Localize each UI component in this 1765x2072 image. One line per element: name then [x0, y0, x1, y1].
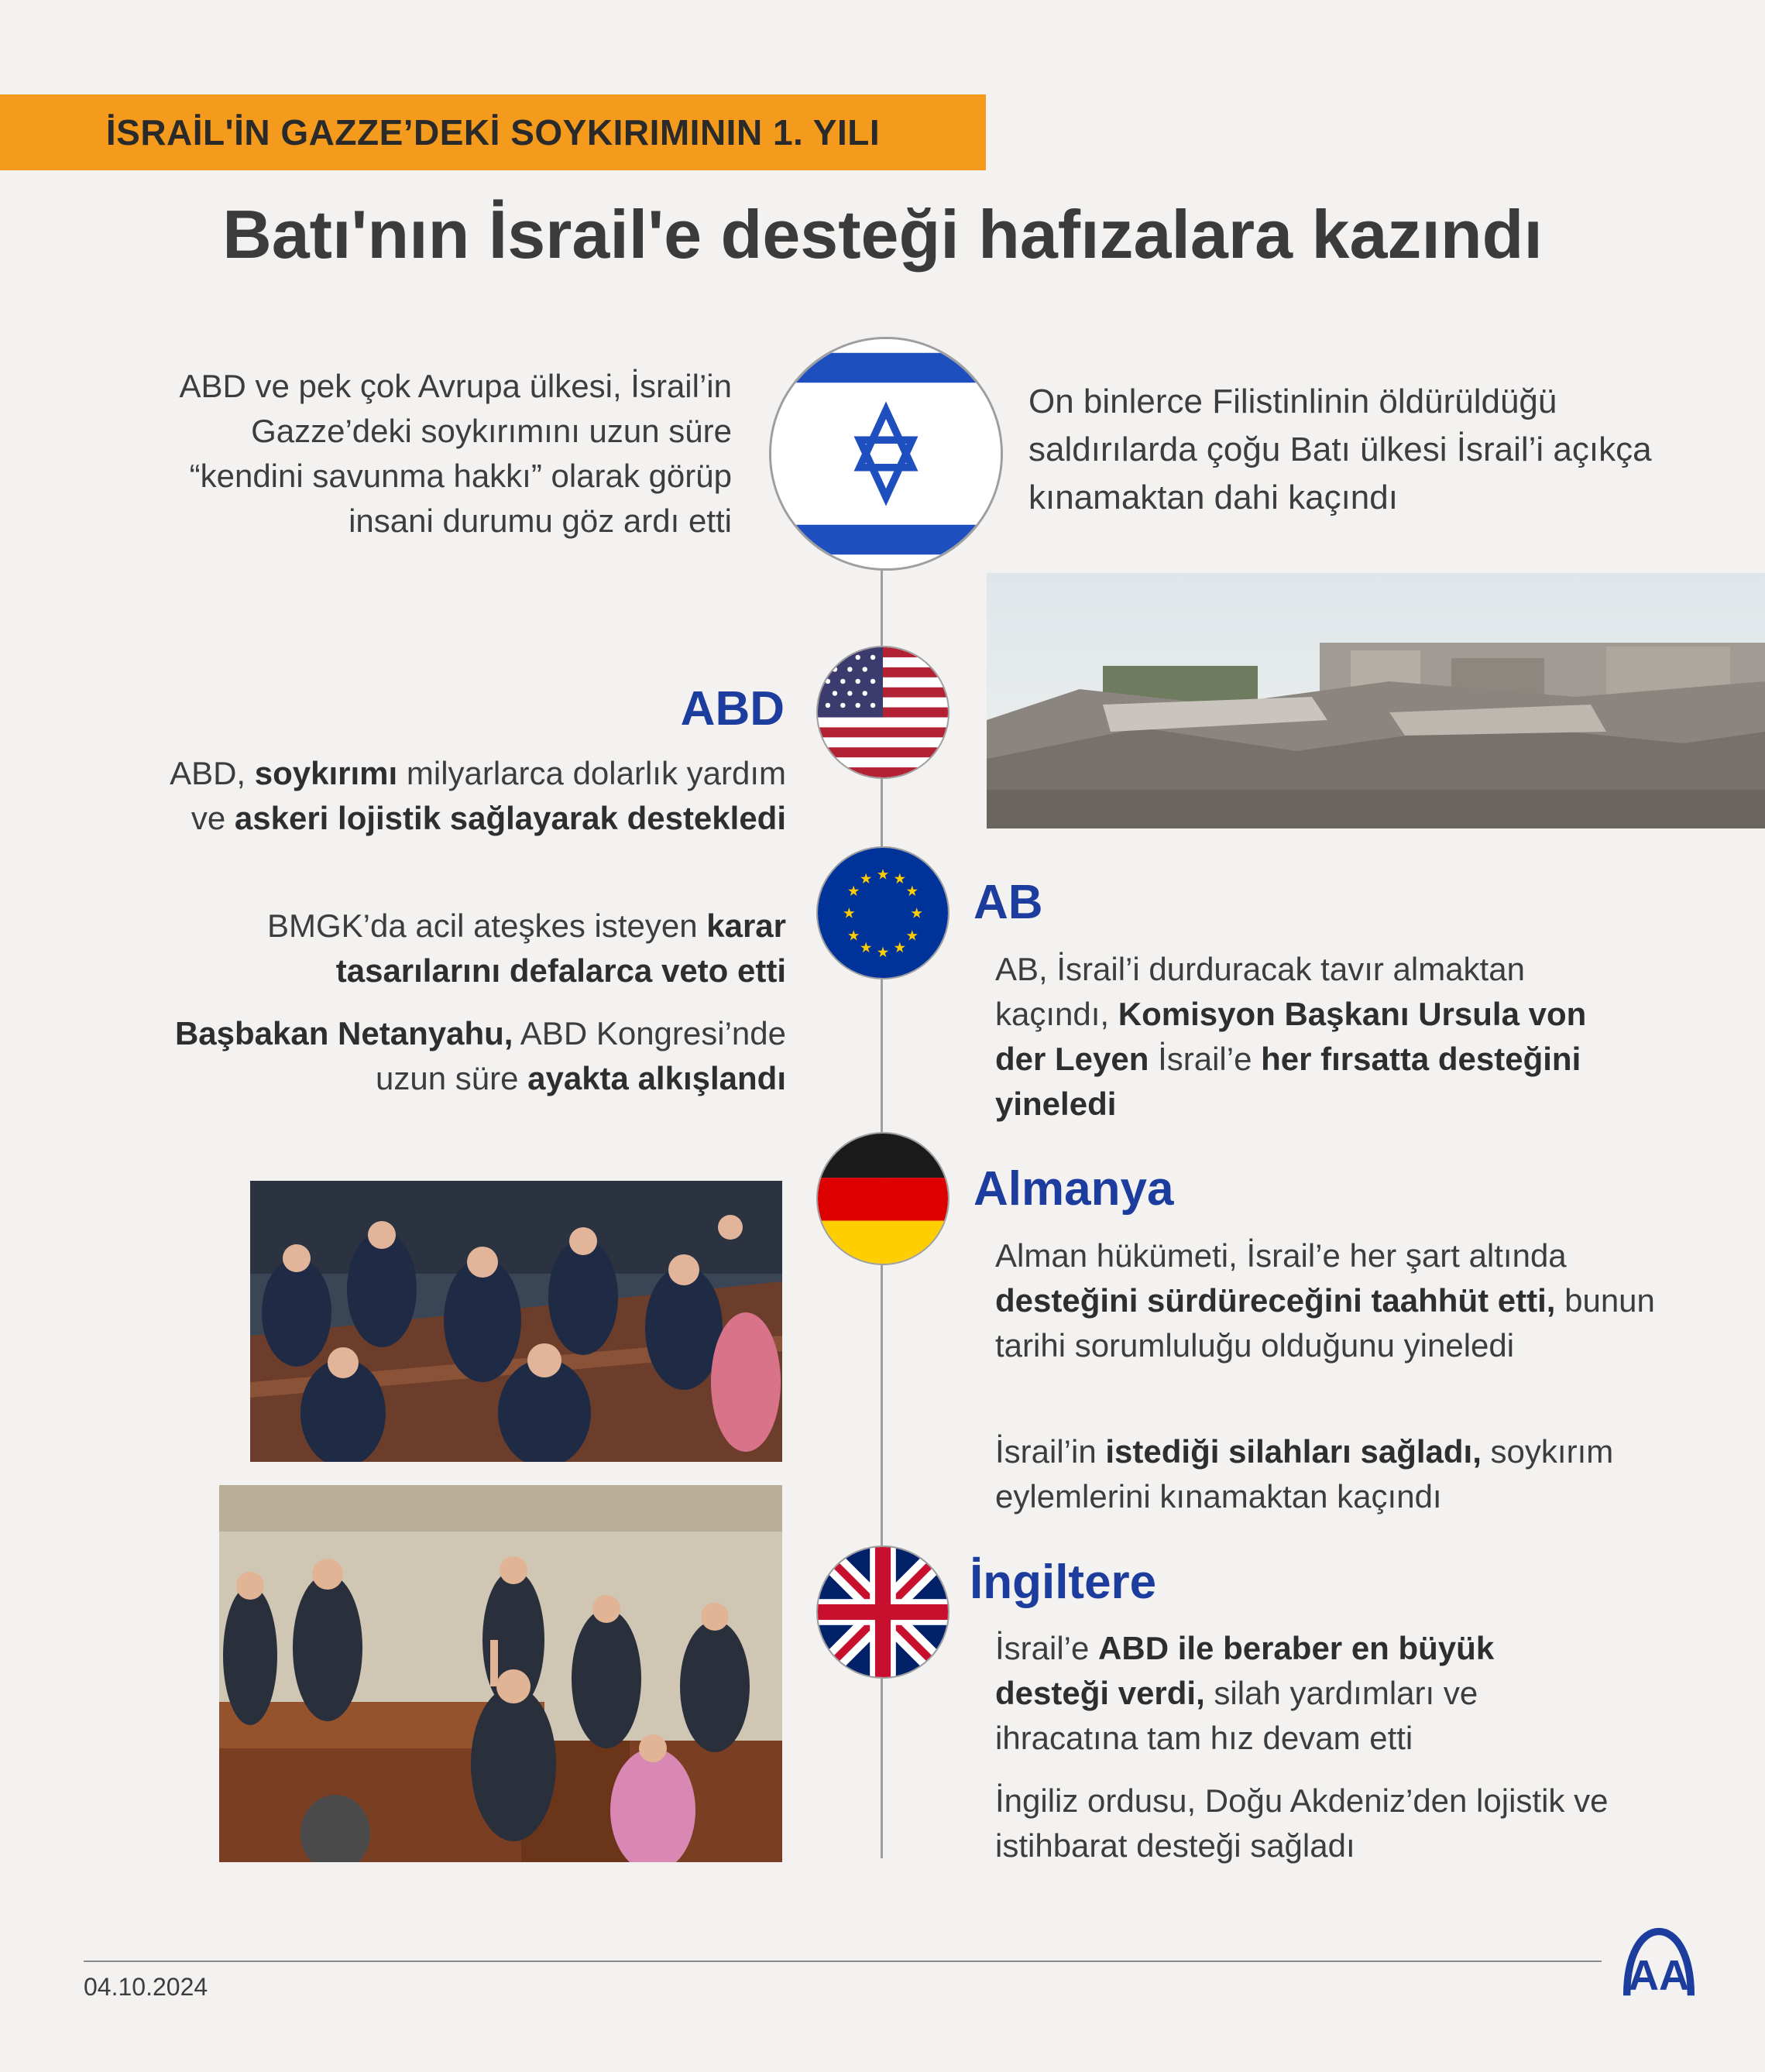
text-segment: İngiliz ordusu, Doğu Akdeniz’den lojistik ve istihbarat desteği sağladı — [995, 1782, 1609, 1864]
abd-paragraph-3 — [155, 1011, 786, 1101]
svg-text:★: ★ — [910, 905, 923, 922]
svg-text:AA: AA — [1628, 1951, 1690, 1998]
text-segment: milyarlarca dolarlık yardım ve — [191, 755, 786, 836]
text-segment: ABD Kongresi’nde uzun süre — [376, 1015, 786, 1096]
svg-text:★: ★ — [893, 940, 907, 957]
bold-segment: ABD ile beraber en büyük desteği verdi, — [995, 1630, 1495, 1711]
country-heading-ab: AB — [973, 876, 1043, 929]
text-segment: AB, İsrail’i durduracak tavır almaktan kaçındı, — [995, 951, 1525, 1032]
publication-date: 04.10.2024 — [84, 1973, 208, 2001]
svg-text:★: ★ — [905, 883, 919, 900]
abd-paragraph-2 — [155, 904, 786, 993]
bold-segment: her fırsatta desteğini yineledi — [995, 1041, 1581, 1122]
svg-text:★: ★ — [876, 866, 890, 883]
bold-segment: ayakta alkışlandı — [527, 1060, 786, 1096]
gaza-rubble-photo — [987, 573, 1765, 828]
country-heading-almanya: Almanya — [973, 1162, 1174, 1216]
almanya-paragraph-1 — [995, 1233, 1677, 1368]
category-banner: İSRAİL'İN GAZZE’DEKİ SOYKIRIMININ 1. YILI — [0, 94, 986, 170]
ab-paragraph-1 — [995, 947, 1615, 1127]
eu-flag-icon — [816, 846, 949, 979]
uk-flag-icon — [816, 1545, 949, 1679]
svg-text:★: ★ — [893, 871, 907, 888]
netanyahu-congress-photo — [219, 1485, 782, 1862]
svg-text:★: ★ — [843, 905, 856, 922]
svg-text:★: ★ — [876, 945, 890, 962]
svg-text:★: ★ — [859, 871, 873, 888]
country-heading-abd: ABD — [680, 682, 785, 736]
germany-flag-icon — [816, 1132, 949, 1265]
svg-text:★: ★ — [846, 883, 860, 900]
aa-logo — [1622, 1926, 1695, 1998]
svg-text:★: ★ — [859, 940, 873, 957]
bold-segment: Komisyon Başkanı Ursula von der Leyen — [995, 996, 1587, 1077]
text-segment: soykırım eylemlerini kınamaktan kaçındı — [995, 1433, 1614, 1515]
country-heading-ingiltere: İngiltere — [970, 1556, 1157, 1609]
intro-right-text: On binlerce Filistinlinin öldürüldüğü saldırılarda çoğu Batı ülkesi İsrail’i açıkça kınamaktan dahi kaçındı — [1028, 382, 1652, 516]
congress-applause-photo — [250, 1181, 782, 1462]
bold-segment: istediği silahları sağladı, — [1105, 1433, 1482, 1470]
text-segment: silah yardımları ve ihracatına tam hız devam etti — [995, 1675, 1478, 1756]
text-segment: ABD, — [170, 755, 255, 791]
israel-flag-icon — [769, 337, 1003, 571]
page-title: Batı'nın İsrail'e desteği hafızalara kazındı — [222, 196, 1543, 273]
text-segment: bunun tarihi sorumluluğu olduğunu yineledi — [995, 1282, 1655, 1364]
text-segment: Alman hükümeti, İsrail’e her şart altında — [995, 1237, 1567, 1274]
text-segment: İsrail’e — [995, 1630, 1099, 1666]
almanya-paragraph-2 — [995, 1429, 1692, 1519]
bold-segment: askeri lojistik sağlayarak destekledi — [234, 800, 786, 836]
bold-segment: Başbakan Netanyahu, — [174, 1015, 513, 1051]
abd-paragraph-1 — [155, 751, 786, 841]
ingiltere-paragraph-2 — [995, 1779, 1615, 1868]
svg-text:★: ★ — [905, 928, 919, 945]
bold-segment: karar tasarılarını defalarca veto etti — [335, 907, 786, 989]
usa-flag-icon — [816, 646, 949, 779]
intro-left-text: ABD ve pek çok Avrupa ülkesi, İsrail’in Gazze’deki soykırımını uzun süre “kendini savunma hakkı” olarak görüp insani durumu göz ardı etti — [179, 368, 732, 539]
ingiltere-paragraph-1 — [995, 1626, 1615, 1761]
text-segment: İsrail’in — [995, 1433, 1106, 1470]
text-segment: BMGK’da acil ateşkes isteyen — [266, 907, 707, 944]
footer-divider — [84, 1961, 1602, 1962]
svg-text:★: ★ — [846, 928, 860, 945]
bold-segment: soykırımı — [254, 755, 398, 791]
bold-segment: desteğini sürdüreceğini taahhüt etti, — [995, 1282, 1556, 1319]
text-segment: İsrail’e — [1149, 1041, 1262, 1077]
